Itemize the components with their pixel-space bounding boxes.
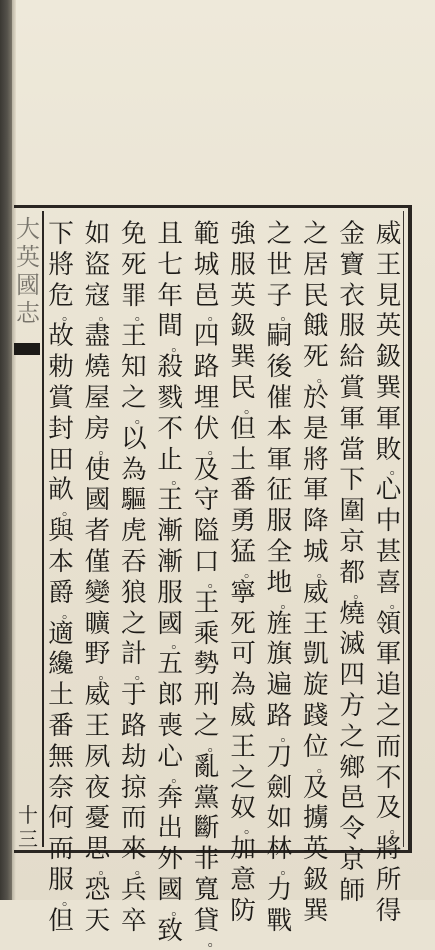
leaf-number: 十 三 <box>18 803 38 851</box>
text-column: 之 世 子 。 嗣 後 催 本 軍 征 服 全 地 。 旌 旗 遍 路 。 刀 劍 如 林 。 力 戰 <box>266 219 295 936</box>
text-column: 且 七 年 間 。 殺 戮 不 止 。 王 漸 漸 服 國 。 五 郎 喪 心 。 奔 出 外 國 。 致 <box>157 219 186 946</box>
book-spine <box>0 0 12 900</box>
text-column: 金 寶 衣 服 給 賞 軍 當 下 圍 京 都 。 燒 滅 四 方 之 鄉 邑 令 京 師 <box>339 219 368 906</box>
fishtail-mark <box>14 343 40 355</box>
text-column: 之 居 民 餓 死 。 於 是 將 軍 降 城 。 威 王 凱 旋 踐 位 。 及 擄 英 鈒 巽 <box>302 219 331 926</box>
center-margin-column <box>14 211 44 851</box>
text-column: 範 城 邑 。 四 路 埋 伏 。 及 守 隘 口 。 王 乘 勢 刑 之 。 亂 黨 斷 非 寬 貸 。 <box>193 219 222 950</box>
text-column: 如 盜 寇 。 盡 燒 屋 房 。 使 國 者 僅 變 曠 野 。 威 王 夙 夜 憂 思 。 恐 天 <box>84 219 113 936</box>
text-frame <box>14 205 412 950</box>
text-block <box>14 211 404 950</box>
text-column: 免 死 罪 。 王 知 之 。 以 為 驅 虎 吞 狼 之 計 。 于 路 劫 掠 而 來 。 兵 卒 <box>120 219 149 936</box>
margin-title: 大 英 國 志 <box>16 215 40 327</box>
text-column: 下 將 危 。 故 勅 賞 封 田 畝 。 與 本 爵 。 適 纔 土 番 無 奈 何 而 服 。 但 <box>48 219 76 936</box>
text-column: 威 王 見 英 鈒 巽 軍 敗 。 心 中 甚 喜 。 領 軍 追 之 而 不 及 。 將 所 得 <box>375 219 404 926</box>
text-column: 強 服 英 鈒 巽 民 。 但 土 番 勇 猛 。 寧 死 可 為 威 王 之 奴 。 加 意 防 <box>230 219 258 926</box>
